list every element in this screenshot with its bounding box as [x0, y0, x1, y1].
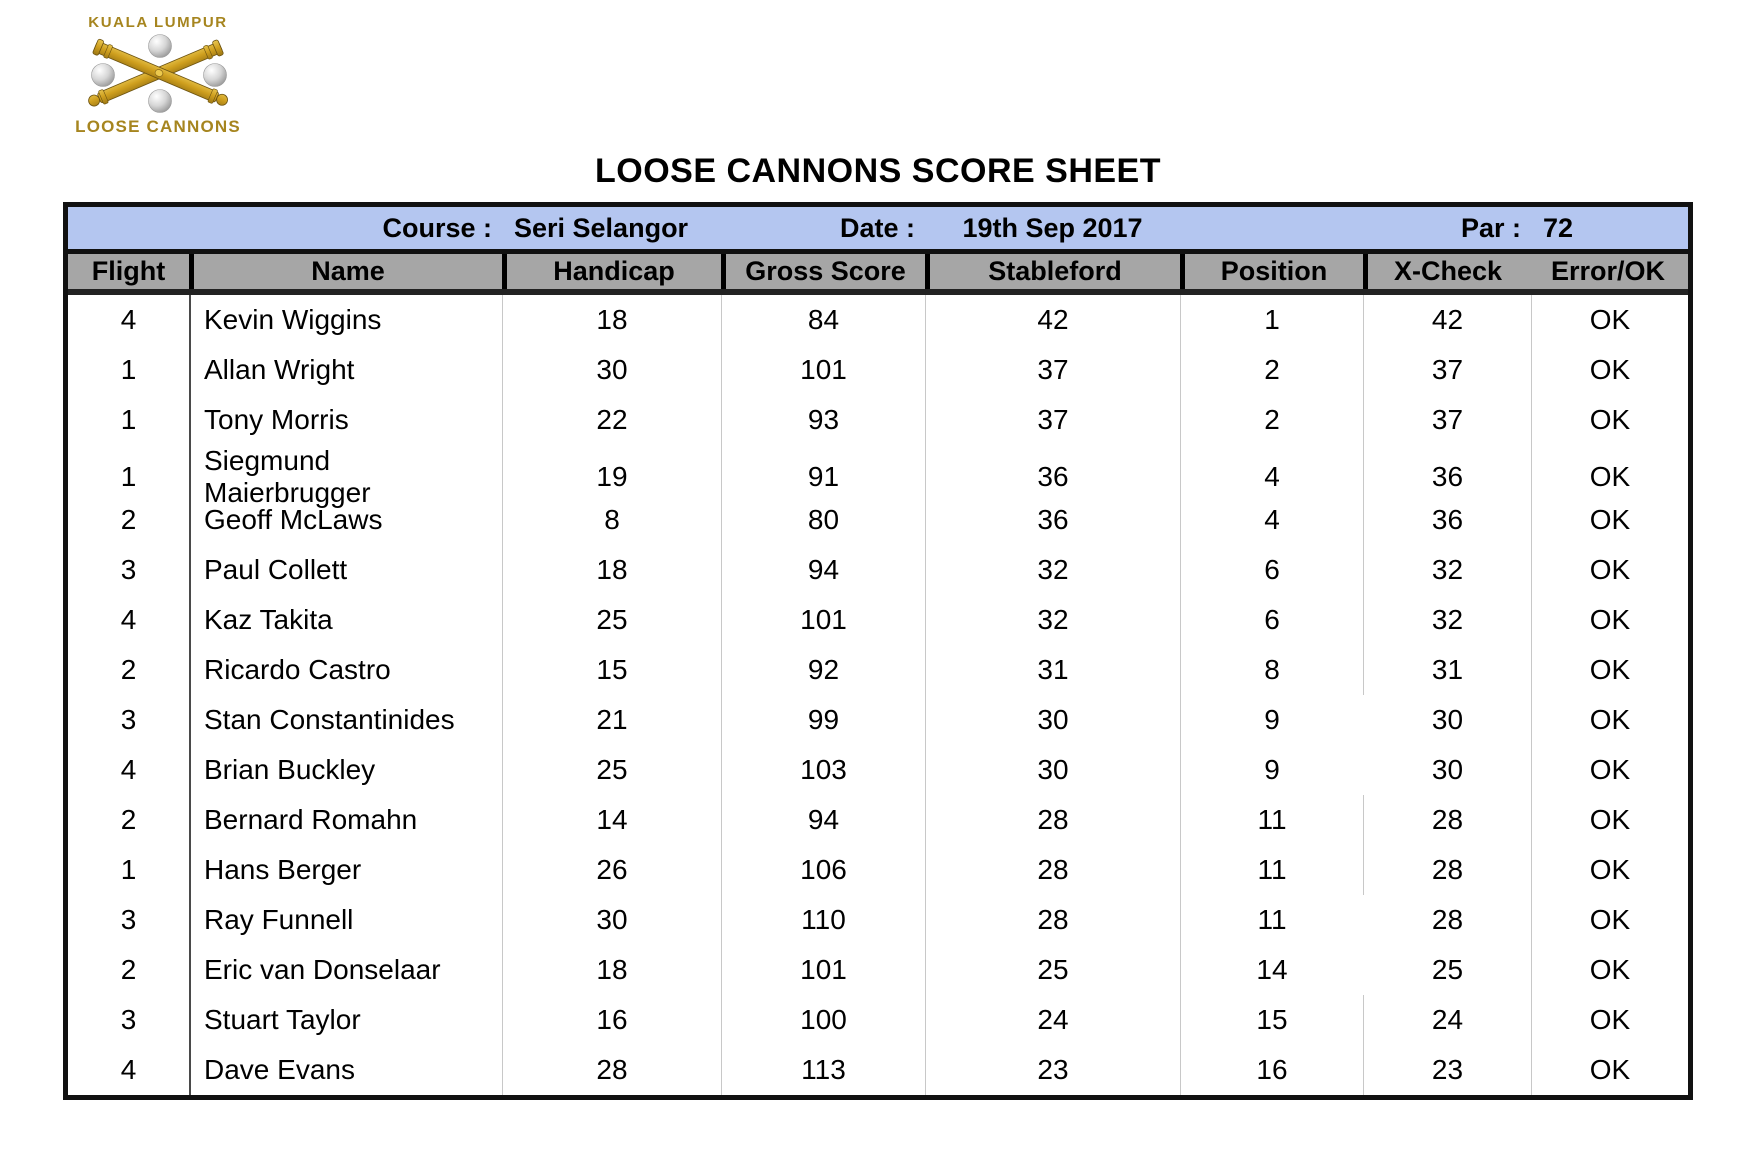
cell-xcheck: 31: [1363, 645, 1531, 695]
logo-loose-cannons-text: LOOSE CANNONS: [75, 117, 241, 136]
cell-flight: 4: [120, 754, 137, 785]
cell-handicap: 26: [502, 845, 721, 895]
crossed-cannons-icon: [76, 34, 240, 116]
cell-handicap: 16: [502, 995, 721, 1045]
table-row: [68, 745, 1688, 795]
par-label: Par :: [1460, 212, 1521, 243]
cell-flight: 1: [120, 354, 137, 385]
table-row: [68, 295, 1688, 345]
header-handicap: Handicap: [502, 254, 721, 289]
cell-stableford: 25: [925, 945, 1180, 995]
cell-gross-score: 101: [721, 595, 925, 645]
cell-flight: 3: [120, 704, 137, 735]
cell-xcheck: 37: [1363, 345, 1531, 395]
table-row: [68, 995, 1688, 1045]
table-row: [68, 645, 1688, 695]
cell-handicap: 19: [502, 445, 721, 509]
cell-stableford: 36: [925, 495, 1180, 545]
cell-position: 11: [1180, 895, 1363, 945]
cell-gross-score: 106: [721, 845, 925, 895]
cell-handicap: 21: [502, 695, 721, 745]
header-flight: Flight: [68, 254, 189, 289]
cell-flight: 3: [120, 554, 137, 585]
cell-name: Tony Morris: [189, 395, 502, 445]
cell-gross-score: 100: [721, 995, 925, 1045]
cell-error-ok: OK: [1531, 845, 1688, 895]
cell-stableford: 37: [925, 395, 1180, 445]
cell-gross-score: 84: [721, 295, 925, 345]
cell-name: Geoff McLaws: [189, 495, 502, 545]
cell-name: Ricardo Castro: [189, 645, 502, 695]
cell-error-ok: OK: [1531, 395, 1688, 445]
cell-position: 6: [1180, 545, 1363, 595]
table-row: [68, 895, 1688, 945]
cell-name: Siegmund Maierbrugger: [189, 445, 502, 509]
page-title: LOOSE CANNONS SCORE SHEET: [594, 152, 1161, 190]
table-row: [68, 595, 1688, 645]
cell-stableford: 30: [925, 745, 1180, 795]
cell-gross-score: 101: [721, 345, 925, 395]
cell-name: Allan Wright: [189, 345, 502, 395]
cell-flight: 4: [120, 304, 137, 335]
cell-stableford: 32: [925, 595, 1180, 645]
cell-xcheck: 30: [1431, 704, 1464, 735]
cell-xcheck: 25: [1431, 954, 1464, 985]
cell-position: 15: [1180, 995, 1363, 1045]
cell-stableford: 28: [925, 845, 1180, 895]
cell-stableford: 28: [925, 895, 1180, 945]
header-gross-score: Gross Score: [721, 254, 925, 289]
cell-error-ok: OK: [1531, 895, 1688, 945]
header-xcheck-error: [1363, 254, 1688, 289]
cell-xcheck: 28: [1431, 904, 1464, 935]
cell-handicap: 25: [502, 745, 721, 795]
cell-stableford: 31: [925, 645, 1180, 695]
cell-flight: 1: [120, 854, 137, 885]
logo-kuala-lumpur-text: KUALA LUMPUR: [88, 14, 228, 31]
cell-error-ok: OK: [1531, 695, 1688, 745]
cell-flight: 3: [120, 1004, 137, 1035]
cell-gross-score: 103: [721, 745, 925, 795]
cell-name: Stuart Taylor: [189, 995, 502, 1045]
cell-gross-score: 110: [721, 895, 925, 945]
info-bar-spacer: [68, 207, 189, 249]
date-label: Date :: [839, 212, 915, 243]
table-row: [68, 495, 1688, 545]
course-value: Seri Selangor: [514, 212, 689, 243]
cell-handicap: 18: [502, 945, 721, 995]
header-name: Name: [189, 254, 502, 289]
cell-stableford: 32: [925, 545, 1180, 595]
cell-handicap: 8: [502, 495, 721, 545]
cell-error-ok: OK: [1531, 745, 1688, 795]
cell-xcheck: 28: [1363, 795, 1531, 845]
cell-xcheck: 23: [1363, 1045, 1531, 1095]
cell-flight: 4: [120, 604, 137, 635]
cell-error-ok: OK: [1531, 545, 1688, 595]
cell-stableford: 30: [925, 695, 1180, 745]
cell-position: 11: [1180, 795, 1363, 845]
cell-gross-score: 94: [721, 545, 925, 595]
cell-name: Kaz Takita: [189, 595, 502, 645]
table-row: [68, 1045, 1688, 1095]
table-row: [68, 695, 1688, 745]
cell-error-ok: OK: [1531, 945, 1688, 995]
cell-name: Stan Constantinides: [189, 695, 502, 745]
cell-handicap: 30: [502, 345, 721, 395]
cell-handicap: 14: [502, 795, 721, 845]
header-xcheck: X-Check: [1393, 256, 1503, 286]
cell-error-ok: OK: [1531, 795, 1688, 845]
cell-gross-score: 94: [721, 795, 925, 845]
cell-flight: 1: [120, 404, 137, 435]
cell-position: 11: [1180, 845, 1363, 895]
cell-name: Dave Evans: [189, 1045, 502, 1095]
cell-gross-score: 113: [721, 1045, 925, 1095]
cell-xcheck: 24: [1363, 995, 1531, 1045]
cell-xcheck: 36: [1363, 445, 1531, 509]
cell-handicap: 15: [502, 645, 721, 695]
cell-position: 8: [1180, 645, 1363, 695]
cell-xcheck: 42: [1363, 295, 1531, 345]
course-label: Course :: [382, 212, 492, 243]
cell-position: 9: [1180, 745, 1363, 795]
cell-gross-score: 93: [721, 395, 925, 445]
header-position: Position: [1180, 254, 1363, 289]
table-row: [68, 945, 1688, 995]
table-header-row: [68, 254, 1688, 295]
cell-position: 4: [1180, 445, 1363, 509]
cell-gross-score: 91: [721, 445, 925, 509]
info-bar: [68, 207, 1688, 254]
cell-flight: 2: [120, 954, 137, 985]
cell-xcheck: 37: [1363, 395, 1531, 445]
cell-stableford: 36: [925, 445, 1180, 509]
table-row: [68, 395, 1688, 445]
cell-flight: 4: [120, 1054, 137, 1085]
cell-handicap: 30: [502, 895, 721, 945]
cell-error-ok: OK: [1531, 595, 1688, 645]
cell-error-ok: OK: [1531, 295, 1688, 345]
header-stableford: Stableford: [925, 254, 1180, 289]
cell-handicap: 18: [502, 545, 721, 595]
club-logo: [74, 14, 242, 137]
cell-position: 16: [1180, 1045, 1363, 1095]
cell-handicap: 28: [502, 1045, 721, 1095]
date-value: 19th Sep 2017: [962, 212, 1143, 243]
table-row: [68, 345, 1688, 395]
cell-xcheck: 32: [1363, 545, 1531, 595]
cell-flight: 2: [120, 654, 137, 685]
cell-position: 2: [1180, 345, 1363, 395]
cell-stableford: 28: [925, 795, 1180, 845]
cell-gross-score: 101: [721, 945, 925, 995]
cell-name: Paul Collett: [189, 545, 502, 595]
cell-stableford: 24: [925, 995, 1180, 1045]
cell-position: 6: [1180, 595, 1363, 645]
cell-name: Ray Funnell: [189, 895, 502, 945]
score-table: [63, 202, 1693, 1100]
par-value: 72: [1543, 212, 1574, 243]
table-body: [68, 295, 1688, 1095]
cell-handicap: 22: [502, 395, 721, 445]
cell-flight: 2: [120, 504, 137, 535]
cell-gross-score: 92: [721, 645, 925, 695]
cell-position: 1: [1180, 295, 1363, 345]
info-bar-spacer: [1180, 207, 1363, 249]
cell-stableford: 42: [925, 295, 1180, 345]
cell-xcheck: 30: [1431, 754, 1464, 785]
cell-error-ok: OK: [1531, 345, 1688, 395]
cell-position: 2: [1180, 395, 1363, 445]
cell-error-ok: OK: [1531, 495, 1688, 545]
table-row: [68, 545, 1688, 595]
cell-xcheck: 28: [1363, 845, 1531, 895]
cell-name: Brian Buckley: [189, 745, 502, 795]
cell-gross-score: 99: [721, 695, 925, 745]
cell-error-ok: OK: [1531, 995, 1688, 1045]
cell-flight: 2: [120, 804, 137, 835]
cell-flight: 3: [120, 904, 137, 935]
cell-name: Hans Berger: [189, 845, 502, 895]
cell-position: 4: [1180, 495, 1363, 545]
cell-handicap: 25: [502, 595, 721, 645]
cell-xcheck: 36: [1363, 495, 1531, 545]
header-error-ok: Error/OK: [1550, 256, 1666, 286]
table-row: [68, 845, 1688, 895]
cell-xcheck: 32: [1363, 595, 1531, 645]
cell-gross-score: 80: [721, 495, 925, 545]
cell-error-ok: OK: [1531, 1045, 1688, 1095]
cell-name: Bernard Romahn: [189, 795, 502, 845]
cell-position: 9: [1180, 695, 1363, 745]
cell-error-ok: OK: [1531, 445, 1688, 509]
cell-position: 14: [1180, 945, 1363, 995]
cell-handicap: 18: [502, 295, 721, 345]
cell-stableford: 23: [925, 1045, 1180, 1095]
cell-flight: 1: [120, 461, 137, 492]
cell-error-ok: OK: [1531, 645, 1688, 695]
table-row: [68, 445, 1688, 508]
cell-name: Eric van Donselaar: [189, 945, 502, 995]
table-row: [68, 795, 1688, 845]
cell-stableford: 37: [925, 345, 1180, 395]
cell-name: Kevin Wiggins: [189, 295, 502, 345]
